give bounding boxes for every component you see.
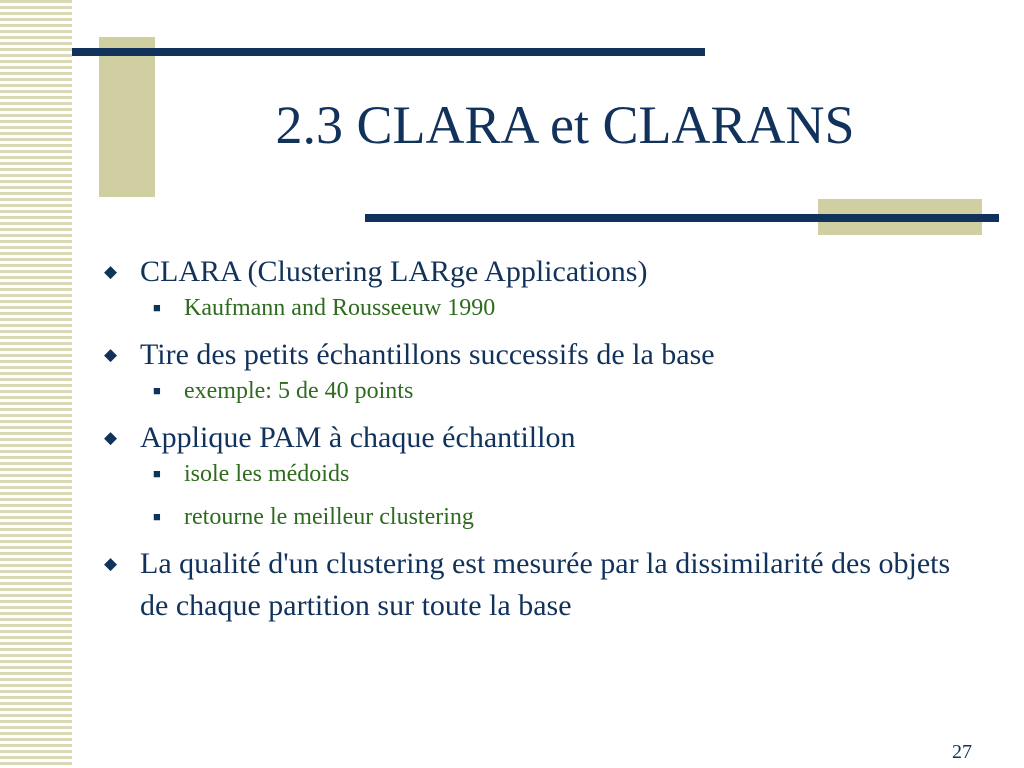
bullet-item (104, 417, 984, 459)
diamond-bullet-icon: ◆ (104, 345, 118, 364)
slide-content (104, 251, 984, 627)
bullet-text: Applique PAM à chaque échantillon (140, 421, 576, 454)
bullet-text: Tire des petits échantillons successifs de la base (140, 338, 715, 371)
sub-bullet-text: exemple: 5 de 40 points (184, 378, 414, 404)
bullet-text: CLARA (Clustering LARge Applications) (140, 255, 648, 288)
bullet-item (104, 543, 984, 627)
sub-bullet-text: isole les médoids (184, 461, 350, 487)
square-bullet-icon: ■ (153, 466, 161, 481)
bullet-item (104, 251, 984, 293)
sub-bullet-item (104, 502, 984, 532)
slide-title: 2.3 CLARA et CLARANS (275, 95, 855, 155)
sub-bullet-text: Kaufmann and Rousseeuw 1990 (184, 295, 496, 321)
decorative-stripes (0, 0, 72, 768)
sub-bullet-text: retourne le meilleur clustering (184, 504, 474, 530)
diamond-bullet-icon: ◆ (104, 428, 118, 447)
diamond-bullet-icon: ◆ (104, 262, 118, 281)
bullet-text: La qualité d'un clustering est mesurée par la dissimilarité des objets de chaque partition sur toute la base (140, 547, 951, 622)
title-rule-top (72, 48, 705, 56)
title-rule-bottom (365, 214, 999, 222)
diamond-bullet-icon: ◆ (104, 554, 118, 573)
page-number: 27 (952, 741, 972, 763)
square-bullet-icon: ■ (153, 383, 161, 398)
square-bullet-icon: ■ (153, 300, 161, 315)
sub-bullet-item (104, 459, 984, 489)
sub-bullet-item (104, 293, 984, 323)
sub-bullet-item (104, 376, 984, 406)
title-accent-block-left (99, 37, 155, 197)
bullet-item (104, 334, 984, 376)
square-bullet-icon: ■ (153, 509, 161, 524)
